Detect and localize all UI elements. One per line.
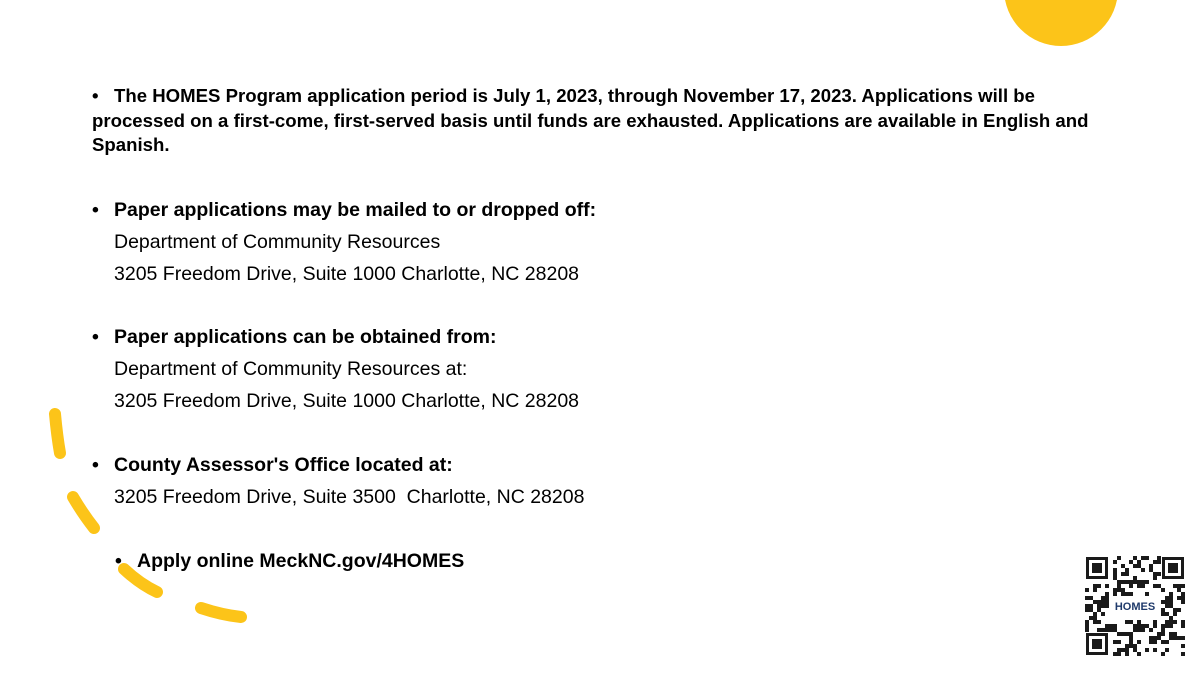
bullet-marker: • [115, 550, 122, 572]
bullet-assessor [92, 449, 584, 513]
mail-line-2: 3205 Freedom Drive, Suite 1000 Charlotte, NC 28208 [114, 263, 580, 285]
obtain-heading: Paper applications can be obtained from: [114, 326, 497, 348]
bullet-marker: • [92, 85, 99, 106]
qr-code-icon[interactable] [1085, 556, 1185, 656]
mail-line-1: Department of Community Resources [114, 231, 441, 253]
mail-heading: Paper applications may be mailed to or dropped off: [114, 199, 597, 221]
bullet-intro [92, 84, 1102, 158]
bullet-marker: • [92, 199, 99, 221]
qr-label: HOMES [1114, 601, 1156, 613]
bullet-obtain [92, 321, 579, 417]
intro-text: The HOMES Program application period is July 1, 2023, through November 17, 2023. Applications will be processed on a first-come, first-served basis until funds are exhausted. Applications are available in English and Spanish. [92, 85, 1089, 155]
bullet-mail [92, 194, 596, 290]
bullet-marker: • [92, 326, 99, 348]
bullet-online [115, 545, 464, 577]
online-link-text[interactable]: Apply online MeckNC.gov/4HOMES [137, 550, 465, 572]
assessor-line-1: 3205 Freedom Drive, Suite 3500 Charlotte, NC 28208 [114, 486, 585, 508]
obtain-line-2: 3205 Freedom Drive, Suite 1000 Charlotte, NC 28208 [114, 390, 580, 412]
assessor-heading: County Assessor's Office located at: [114, 454, 453, 476]
bullet-marker: • [92, 454, 99, 476]
obtain-line-1: Department of Community Resources at: [114, 358, 468, 380]
slide-content [92, 84, 1102, 572]
decorative-circle [1004, 0, 1118, 46]
